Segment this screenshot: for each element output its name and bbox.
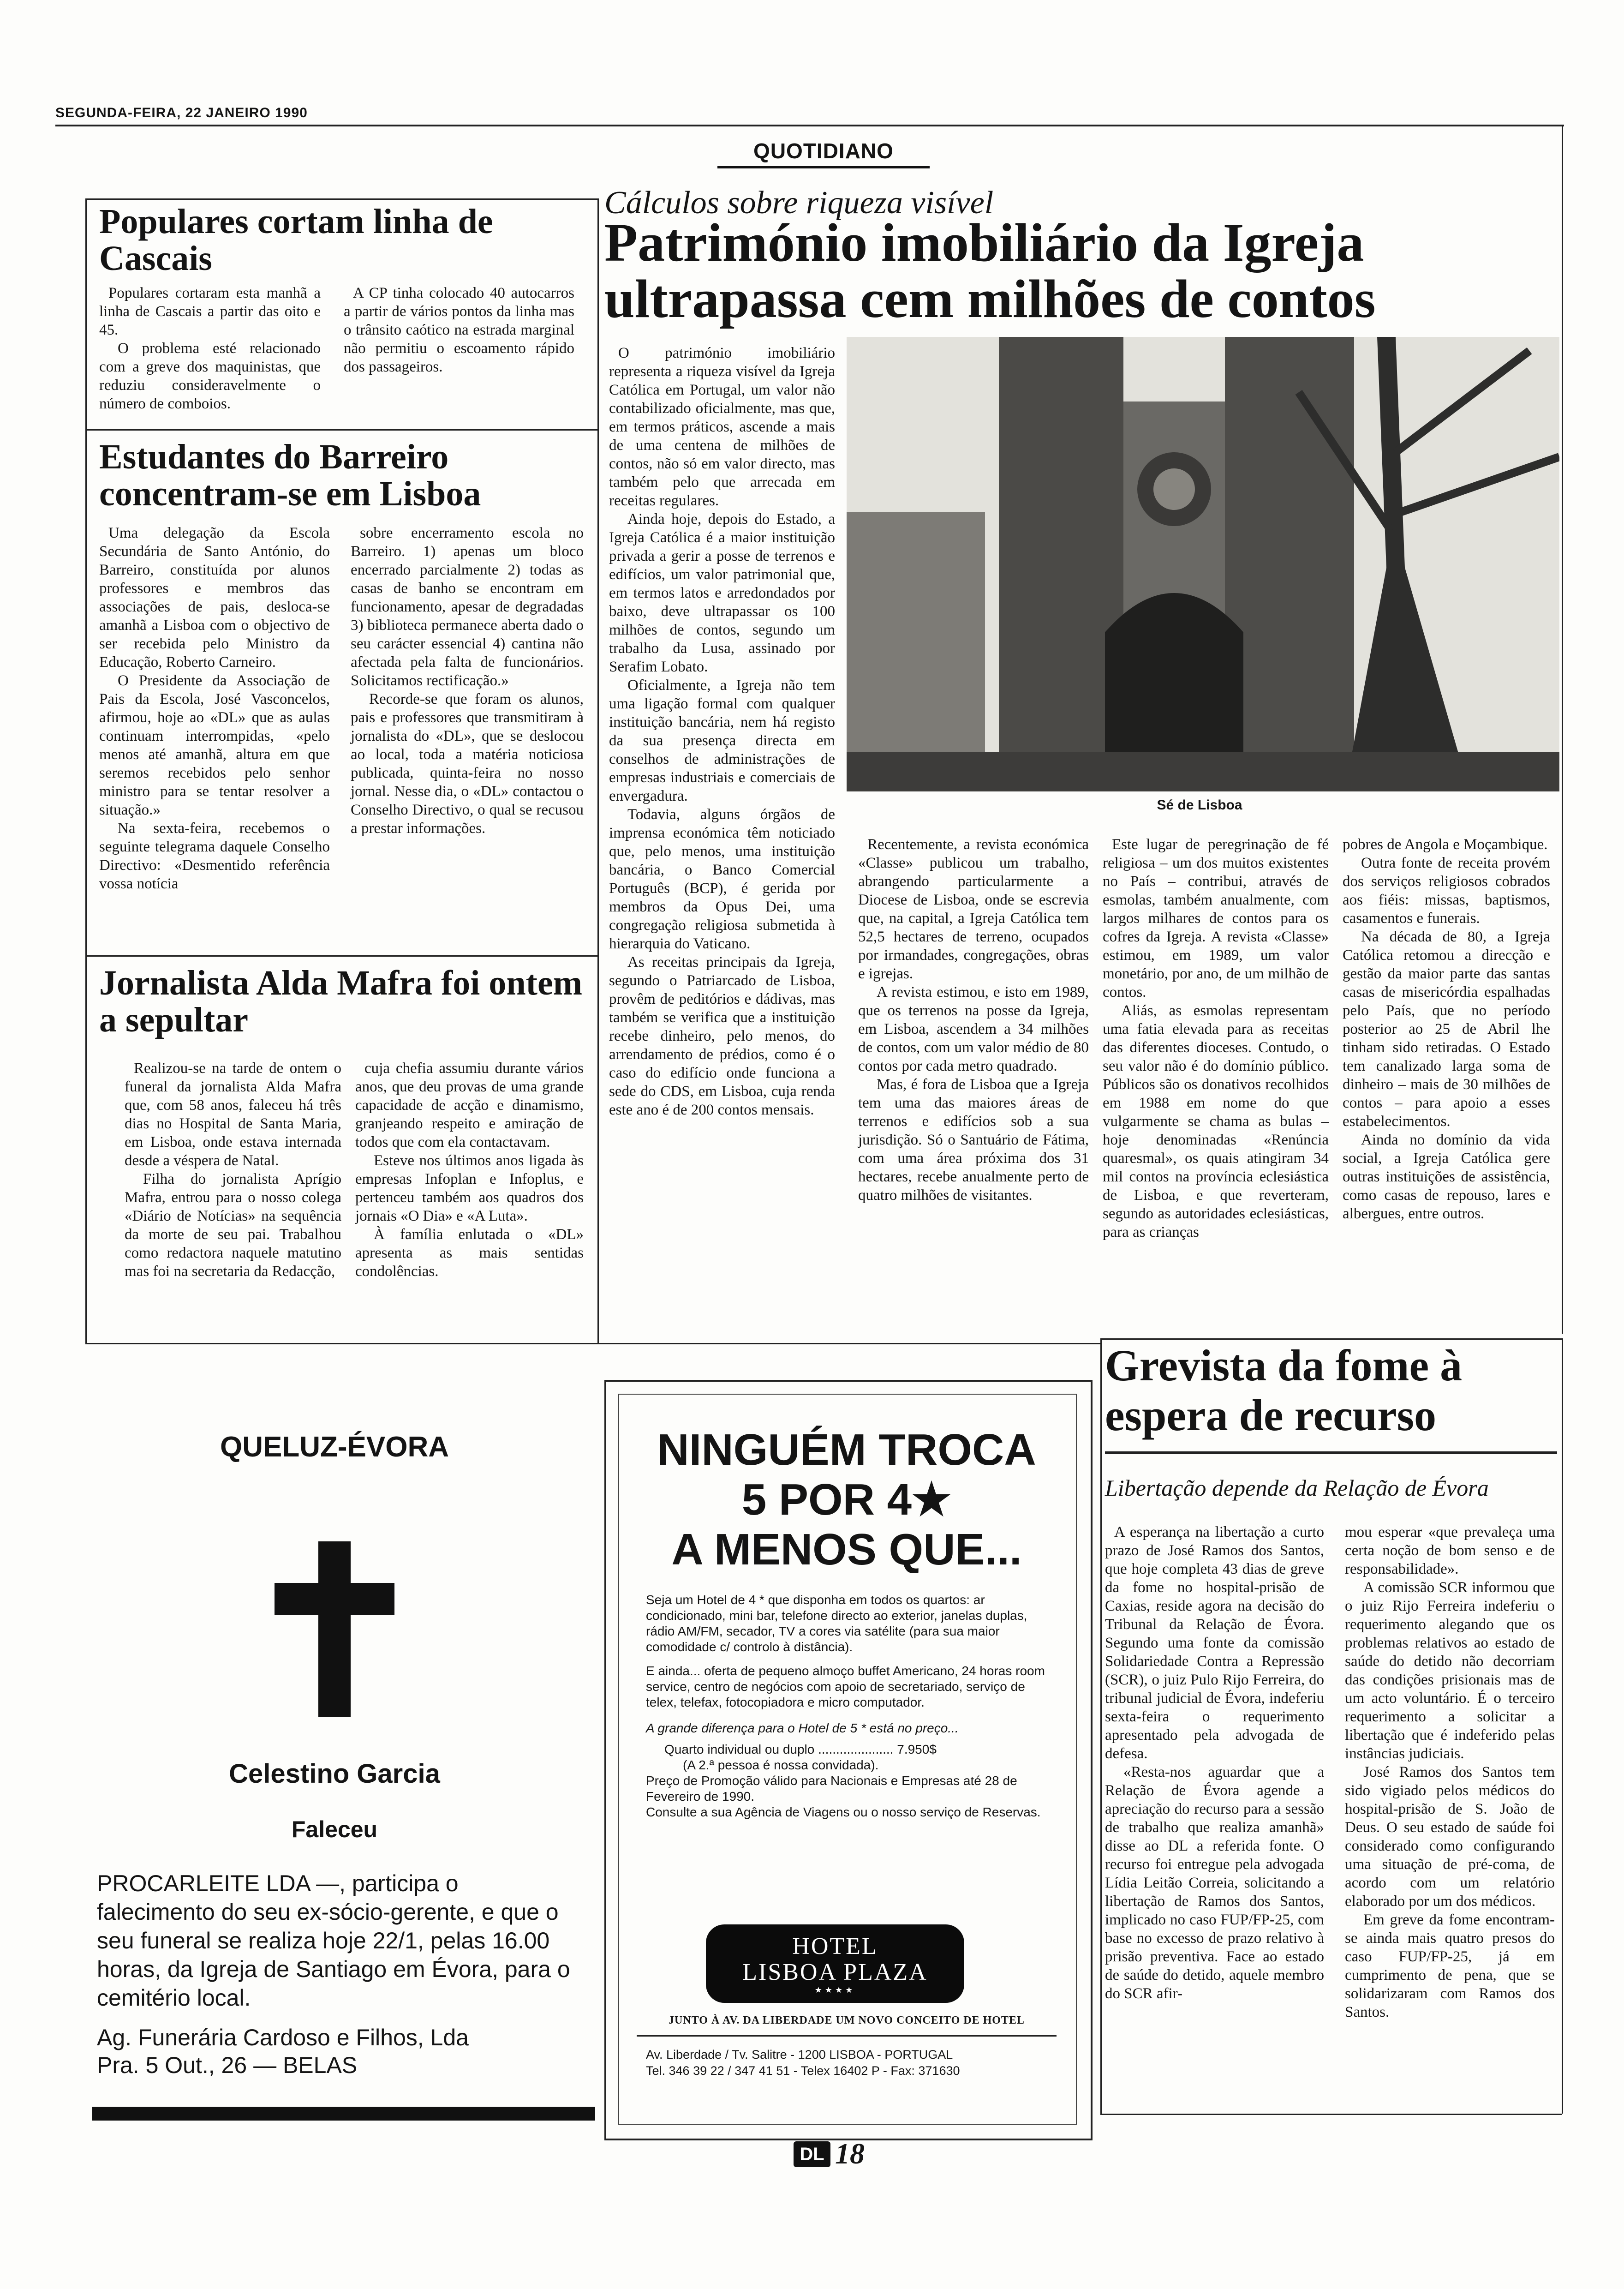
article-column (355, 1059, 584, 1281)
ad-price-note: (A 2.ª pessoa é nossa convidada). (683, 1758, 879, 1772)
paragraph: Em greve da fome encontram-se ainda mais quatro presos do caso FUP/FP-25, já em cumprimento de pena, que se solidarizaram com Ramos dos Santos. (1345, 1911, 1555, 2020)
paragraph: Filha do jornalista Aprígio Mafra, entrou para o nosso colega «Diário de Notícias» na sequência da morte de seu pai. Trabalhou como redactora naquele matutino mas foi na secretaria da Redacção, (125, 1171, 341, 1280)
ad-paragraph: Preço de Promoção válido para Nacionais e Empresas até 28 de Fevereiro de 1990. (646, 1774, 1017, 1804)
funeral-agency-address: Pra. 5 Out., 26 — BELAS (97, 2052, 358, 2078)
paragraph: Oficialmente, a Igreja não tem uma ligação formal com qualquer instituição bancária, nem há registo da sua presença directa em conselhos de administrações de empresas industriais e comerciais de envergadura. (609, 677, 835, 804)
frame-right (1562, 1338, 1563, 2114)
paragraph: A CP tinha colocado 40 autocarros a partir de vários pontos da linha mas o trânsito caótico na estrada marginal não permitiu o escoamento rápido dos passageiros. (344, 285, 574, 375)
paragraph: Ainda no domínio da vida social, a Igreja Católica gere outras instituições de assistência, como casas de repouso, lares e albergues, entre outros. (1343, 1132, 1550, 1222)
article-column (344, 284, 574, 376)
frame-left (1100, 1338, 1102, 2114)
paragraph: Na década de 80, a Igreja Católica retomou a direcção e gestão da maior parte das santas casas de misericórdia espalhadas pelo País, que no período posterior ao 25 de Abril lhe tinham sido retiradas. O Estado tem canalizado larga soma de dinheiro – mais de 30 milhões de contos – para apoio a esses estabelecimentos. (1343, 929, 1550, 1130)
paragraph: A esperança na libertação a curto prazo de José Ramos dos Santos, que hoje completa 43 dias de greve da fome no hospital-prisão de Caxias, reside agora na decisão do Tribunal da Relação de Évora. Segundo uma fonte da comissão Solidariedade Contra a Repressão (SCR), o juiz Pulo Rijo Ferreira, do tribunal judicial de Évora, indeferiu sexta-feira o requerimento apresentado pela advogada de defesa. (1105, 1524, 1324, 1762)
column-divider (597, 198, 599, 1343)
ad-headline-3: A MENOS QUE... (671, 1525, 1022, 1574)
paragraph: As receitas principais da Igreja, segundo o Patriarcado de Lisboa, provêm de peditórios e dádivas, mas também se verifica que a instituição recebe dinheiro, pelo menos, do arrendamento de prédios, como é o caso do edifício onde funciona a sede do CDS, em Lisboa, cuja renda este ano é de 200 contos mensais. (609, 954, 835, 1118)
ad-tagline: JUNTO À AV. DA LIBERDADE UM NOVO CONCEITO DE HOTEL (669, 2014, 1025, 2026)
ad-price: Quarto individual ou duplo ..................... 7.950$ (664, 1742, 937, 1756)
hotel-stars: ★★★★ (814, 1985, 856, 1995)
ad-address: Av. Liberdade / Tv. Salitre - 1200 LISBOA - PORTUGAL (646, 2048, 953, 2061)
ad-headline-2: 5 POR 4★ (741, 1475, 952, 1524)
article-column (125, 1059, 341, 1281)
obituary-bar (92, 2107, 595, 2121)
ad-italic-note: A grande diferença para o Hotel de 5 * está no preço... (646, 1721, 959, 1735)
frame-top (85, 198, 597, 200)
paragraph: Realizou-se na tarde de ontem o funeral da jornalista Alda Mafra que, com 58 anos, faleceu há três dias no Hospital de Santa Maria, em Lisboa, onde estava internada desde a véspera de Natal. (125, 1060, 341, 1169)
paragraph: Recentemente, a revista económica «Classe» publicou um trabalho, abrangendo particularmente a Diocese de Lisboa, onde se escrevia que, na capital, a Igreja Católica tem 52,5 hectares de terreno, ocupados por irmandades, congregações, obras e igrejas. (858, 836, 1089, 982)
deceased-name: Celestino Garcia (229, 1759, 440, 1789)
paragraph: Todavia, alguns órgãos de imprensa económica têm noticiado que, pelo menos, uma instituição bancária, o Banco Comercial Português (BCP), é gerida por membros da Opus Dei, uma congregação religiosa submetida à hierarquia do Vaticano. (609, 806, 835, 952)
frame-bottom (85, 1343, 1100, 1344)
paragraph: O Presidente da Associação de Pais da Escola, José Vasconcelos, afirmou, hoje ao «DL» que as aulas continuam interrompidas, «pelo menos até amanhã, altura em que seremos recebidos pelo senhor ministro para se tentar resolver a situação.» (99, 672, 330, 818)
article-column (1343, 835, 1550, 1223)
paragraph: Esteve nos últimos anos ligada às empresas Infoplan e Infoplus, e pertenceu também aos quadros dos jornais «O Dia» e «A Luta». (355, 1152, 584, 1224)
article-headline: Grevista da fome à espera de recurso (1105, 1341, 1463, 1440)
cross-icon (275, 1541, 394, 1717)
photo-caption: Sé de Lisboa (1157, 797, 1242, 813)
paragraph: Ainda hoje, depois do Estado, a Igreja Católica é a maior instituição privada a gerir a posse de terrenos e edifícios, um valor patrimonial que, em termos latos e arredondados por baixo, deve ultrapassar os 100 milhões de contos, segundo um trabalho da Lusa, assinado por Serafim Lobato. (609, 511, 835, 675)
obituary-place: QUELUZ-ÉVORA (220, 1431, 449, 1463)
obituary-status: Faleceu (291, 1816, 378, 1842)
article-column (1105, 1523, 1324, 2003)
paragraph: Populares cortaram esta manhã a linha de Cascais a partir das oito e 45. (99, 285, 321, 338)
paragraph: cuja chefia assumiu durante vários anos, que deu provas de uma grande capacidade de acção e dinamismo, granjeando respeito e amiração de todos que com ela contactavam. (355, 1060, 584, 1150)
funeral-agency: Ag. Funerária Cardoso e Filhos, Lda (97, 2025, 469, 2050)
paragraph: Na sexta-feira, recebemos o seguinte telegrama daquele Conselho Directivo: «Desmentido referência vossa notícia (99, 820, 330, 892)
ad-body (646, 1592, 1052, 1820)
paragraph: mou esperar «que prevaleça uma certa noção de bom senso e de responsabilidade». (1345, 1524, 1555, 1577)
article-column (858, 835, 1089, 1204)
ad-headline-1: NINGUÉM TROCA (657, 1425, 1036, 1474)
ad-divider (637, 2035, 1057, 2037)
paragraph: José Ramos dos Santos tem sido vigiado pelos médicos do hospital-prisão de S. João de Deus. O seu estado de saúde foi considerado como configurando uma situação de pré-coma, de acordo com um relatório elaborado por um dos médicos. (1345, 1764, 1555, 1910)
ad-paragraph: E ainda... oferta de pequeno almoço buffet Americano, 24 horas room service, centro de negócios com apoio de secretariado, serviço de telex, telefax, fotocopiadora e micro computador. (646, 1664, 1045, 1709)
article-column (99, 524, 330, 893)
article-column (351, 524, 584, 838)
hotel-logo-line2: LISBOA PLAZA (742, 1959, 928, 1985)
article-kicker: Cálculos sobre riqueza visível (604, 185, 994, 221)
paragraph: sobre encerramento escola no Barreiro. 1) apenas um bloco encerrado parcialmente 2) todas as casas de banho se encontram em funcionamento, apesar de degradadas 3) biblioteca permanece aberta dado o seu carácter essencial 4) cantina não afectada pela falta de funcionários. Solicitamos rectificação.» (351, 525, 584, 689)
paragraph: «Resta-nos aguardar que a Relação de Évora agende a apreciação do recurso para a sessão de trabalho que realiza amanhã» disse ao DL a referida fonte. O recurso foi entregue pela advogada Lídia Leitão Correia, solicitando a libertação de Ramos dos Santos, implicado no caso FUP/FP-25, com base no excesso de prazo relativo à prisão preventiva. Face ao estado de saúde do detido, aquele membro do SCR afir- (1105, 1764, 1324, 2002)
paragraph: O património imobiliário representa a riqueza visível da Igreja Católica em Portugal, um valor não contabilizado oficialmente, mas que, em termos práticos, ascende a mais de uma centena de milhões de contos, não só em valor directo, mas também pelo que arrecada em receitas regulares. (609, 345, 835, 509)
article-column (1103, 835, 1329, 1241)
paragraph: A comissão SCR informou que o juiz Rijo Ferreira indeferiu o requerimento alegando que os problemas relativos ao estado de saúde do detido não decorriam das condições prisionais mas de um acto voluntário. É o terceiro requerimento a solicitar a libertação que é indeferido pelas instâncias judiciais. (1345, 1579, 1555, 1762)
article-kicker: Libertação depende da Relação de Évora (1105, 1475, 1489, 1501)
frame-left (85, 198, 87, 1343)
paragraph: Outra fonte de receita provém dos serviços religiosos cobrados aos fiéis: missas, baptismos, casamentos e funerais. (1343, 855, 1550, 927)
dateline: SEGUNDA-FEIRA, 22 JANEIRO 1990 (55, 105, 308, 120)
ad-phones: Tel. 346 39 22 / 347 41 51 - Telex 16402 P - Fax: 371630 (646, 2064, 960, 2078)
paragraph: Uma delegação da Escola Secundária de Santo António, do Barreiro, constituída por alunos professores e membros das associações de pais, desloca-se amanhã a Lisboa com o objectivo de ser recebida pelo Ministro da Educação, Roberto Carneiro. (99, 525, 330, 671)
article-divider (85, 429, 597, 431)
paragraph: pobres de Angola e Moçambique. (1343, 836, 1548, 853)
frame-bottom (1100, 2114, 1562, 2115)
frame-top (1100, 1338, 1562, 1340)
article-headline: Estudantes do Barreiro concentram-se em Lisboa (99, 437, 481, 513)
paragraph: Aliás, as esmolas representam uma fatia elevada para as receitas das diferentes dioceses. Contudo, o seu valor não é do domínio público. Públicos são os donativos recolhidos em 1988 em nome do que vulgarmente se chama as bulas – hoje denominadas «Renúncia quaresmal», os quais atingiram 34 mil contos na província eclesiástica de Lisboa, e que reverteram, segundo as autoridades eclesiásticas, para as crianças (1103, 1002, 1329, 1240)
paragraph: A revista estimou, e isto em 1989, que os terrenos na posse da Igreja, em Lisboa, ascendem a 34 milhões de contos, com um valor médio de 80 contos por cada metro quadrado. (858, 984, 1089, 1074)
article-divider (85, 955, 597, 957)
paragraph: Recorde-se que foram os alunos, pais e professores que transmitiram à jornalista do «DL», que se deslocou ao local, toda a matéria noticiosa publicada, quinta-feira no nosso jornal. Nesse dia, o «DL» contactou o Conselho Directivo, o qual se recusou a prestar informações. (351, 691, 584, 837)
cathedral-illustration (847, 337, 1559, 791)
cathedral-photo (847, 337, 1559, 791)
page-number: 18 (835, 2137, 865, 2170)
section-title: QUOTIDIANO (717, 138, 930, 168)
article-divider (1105, 1451, 1557, 1454)
newspaper-logo: DL (794, 2141, 830, 2167)
main-headline: Património imobiliário da Igreja ultrapassa cem milhões de contos (604, 212, 1376, 329)
article-column (609, 344, 835, 1119)
paragraph: O problema esté relacionado com a greve dos maquinistas, que reduziu consideravelmente o número de comboios. (99, 340, 321, 412)
article-headline: Jornalista Alda Mafra foi ontem a sepultar (99, 964, 583, 1039)
ad-paragraph: Seja um Hotel de 4 * que disponha em todos os quartos: ar condicionado, mini bar, telefone directo ao exterior, janelas duplas, rádio AM/FM, secador, TV a cores via satélite (para sua maior comodidade c/ controlo à distância). (646, 1593, 1027, 1654)
paragraph: Mas, é fora de Lisboa que a Igreja tem uma das maiores áreas de terrenos e edifícios sob a sua jurisdição. Só o Santuário de Fátima, com uma área próxima dos 31 hectares, recebe anualmente perto de quatro milhões de visitantes. (858, 1076, 1089, 1204)
article-headline: Populares cortam linha de Cascais (99, 202, 493, 278)
article-column (99, 284, 321, 413)
hotel-logo (706, 1924, 964, 2003)
obituary-text: PROCARLEITE LDA —, participa o falecimento do seu ex-sócio-gerente, e que o seu funeral se realiza hoje 22/1, pelas 16.00 horas, da Igreja de Santiago em Évora, para o cemitério local. (97, 1870, 570, 2011)
header-rule (55, 125, 1564, 126)
hotel-logo-line1: HOTEL (792, 1933, 878, 1959)
ad-paragraph: Consulte a sua Agência de Viagens ou o nosso serviço de Reservas. (646, 1805, 1041, 1819)
article-column (1345, 1523, 1555, 2021)
paragraph: Este lugar de peregrinação de fé religiosa – um dos muitos existentes no País – contribui, através de esmolas, também anualmente, com largos milhares de contos para os cofres da Igreja. A revista «Classe» estimou, em 1989, um valor monetário, por ano, de um milhão de contos. (1103, 836, 1329, 1001)
paragraph: À família enlutada o «DL» apresenta as mais sentidas condolências. (355, 1226, 584, 1280)
